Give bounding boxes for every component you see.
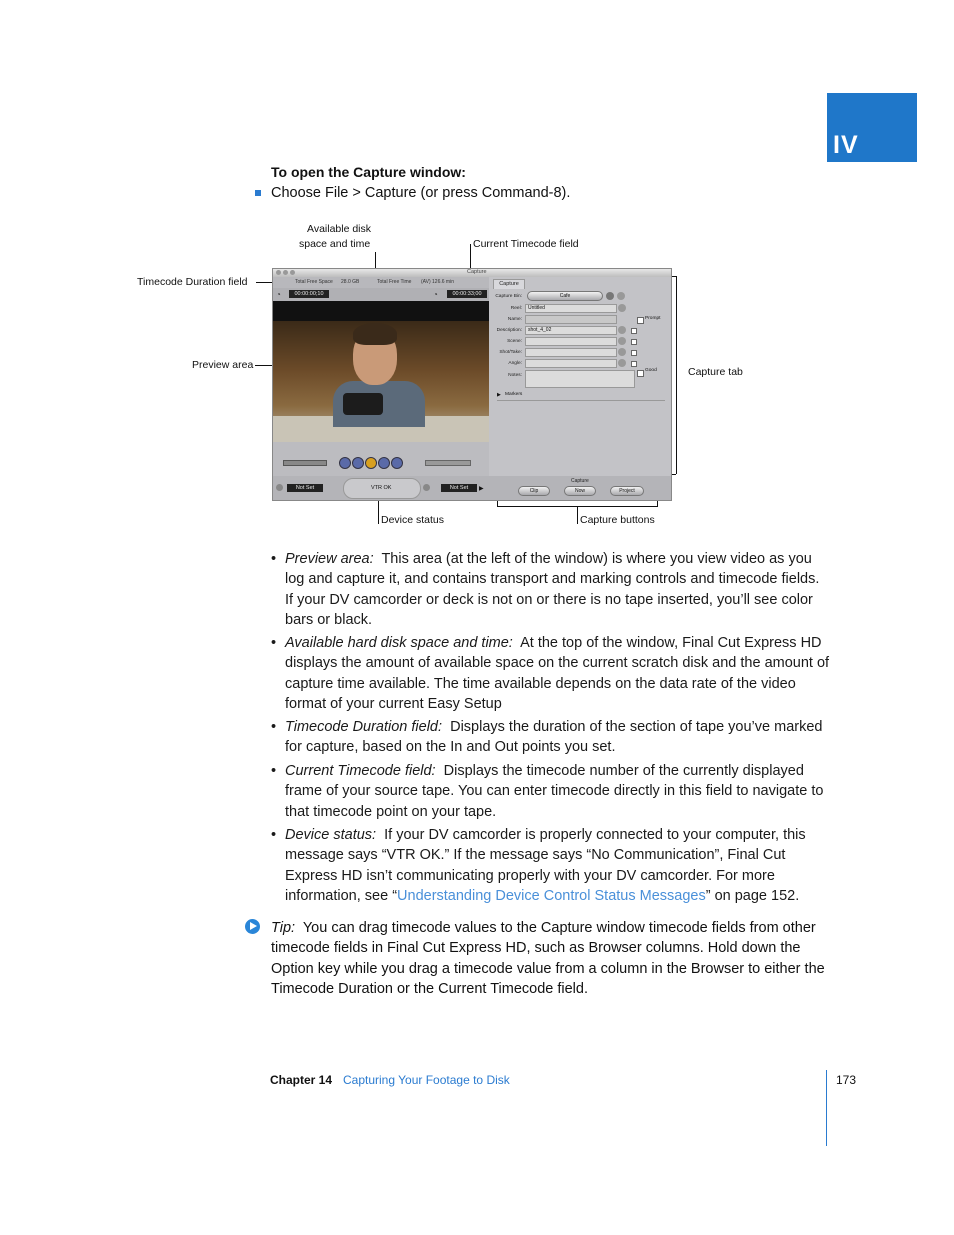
bullet-text: At the top of the window, Final Cut Express HD displays the amount of available space on the current scratch disk and the amount of capture time available. The time available depends on the data rate of the video format of your current Easy Setup — [285, 635, 830, 713]
callout-bracket — [676, 276, 677, 474]
description-slate-icon[interactable] — [618, 326, 626, 334]
step-text: Choose File > Capture (or press Command-8). — [271, 185, 571, 201]
bin-up-icon[interactable] — [606, 292, 614, 300]
capture-project-button[interactable]: Project — [610, 486, 644, 496]
window-title: Capture — [467, 269, 487, 275]
callout-current-timecode: Current Timecode field — [473, 238, 579, 250]
step-forward-icon[interactable] — [378, 457, 390, 469]
timecode-row — [273, 288, 489, 301]
footer-chapter-title[interactable]: Capturing Your Footage to Disk — [343, 1073, 510, 1087]
free-time-value: (AV) 126.6 min — [421, 279, 454, 285]
mark-in-icon[interactable] — [276, 484, 283, 491]
bullet-text: This area (at the left of the window) is where you view video as you log and capture it, and contains transport and marking controls and timecode fields. If your DV camcorder or deck is not on or there is no tape inserted, you’ll see color bars or black. — [285, 551, 820, 629]
angle-slate-icon[interactable] — [618, 359, 626, 367]
tip-arrow-icon — [245, 919, 260, 934]
prompt-checkbox[interactable] — [637, 317, 644, 324]
go-to-out-icon[interactable]: ▶ — [479, 486, 484, 492]
part-tab-label: IV — [833, 131, 859, 159]
capture-clip-button[interactable]: Clip — [518, 486, 550, 496]
in-point-field[interactable]: Not Set — [287, 484, 323, 492]
shot-take-field[interactable] — [525, 348, 617, 357]
bullet-label: Timecode Duration field: — [285, 719, 443, 735]
tip-label: Tip: — [271, 920, 296, 936]
step-back-icon[interactable] — [352, 457, 364, 469]
free-space-bar — [273, 277, 489, 288]
bullet-label: Current Timecode field: — [285, 763, 436, 779]
callout-line — [255, 365, 272, 366]
device-status-text: VTR OK — [371, 485, 392, 491]
bullet-device-status — [271, 825, 830, 907]
close-icon[interactable] — [276, 270, 281, 275]
jog-slider[interactable] — [425, 460, 471, 466]
good-checkbox[interactable] — [637, 370, 644, 377]
callout-timecode-duration: Timecode Duration field — [137, 276, 248, 288]
rewind-icon[interactable] — [339, 457, 351, 469]
bin-new-icon[interactable] — [617, 292, 625, 300]
callout-bracket-end — [657, 501, 658, 506]
angle-checkbox[interactable] — [631, 361, 637, 367]
bullet-label: Preview area: — [285, 551, 374, 567]
description-checkbox[interactable] — [631, 328, 637, 334]
scene-slate-icon[interactable] — [618, 337, 626, 345]
footer-page-number: 173 — [836, 1073, 857, 1087]
markers-disclosure-icon[interactable]: ▶ — [497, 392, 501, 398]
square-bullet-icon — [255, 190, 261, 196]
markers-label: Markers — [505, 392, 523, 397]
mark-out-icon[interactable] — [423, 484, 430, 491]
device-status-link[interactable]: Understanding Device Control Status Messages — [397, 888, 706, 905]
capture-group-label: Capture — [571, 478, 589, 484]
angle-label: Angle: — [508, 361, 522, 366]
scene-checkbox[interactable] — [631, 339, 637, 345]
scene-field[interactable] — [525, 337, 617, 346]
markers-divider — [497, 400, 665, 401]
callout-preview-area: Preview area — [192, 359, 254, 371]
callout-device-status: Device status — [381, 514, 445, 526]
section-heading: To open the Capture window: — [271, 164, 466, 180]
timecode-duration-field[interactable]: 00:00:00;10 — [289, 290, 329, 298]
zoom-icon[interactable] — [290, 270, 295, 275]
capture-now-button[interactable]: Now — [564, 486, 596, 496]
shot-slate-icon[interactable] — [618, 348, 626, 356]
bullet-text: Displays the duration of the section of tape you’ve marked for capture, based on the In and Out points you set. — [285, 719, 823, 756]
description-label: Description: — [496, 328, 522, 333]
reel-field[interactable]: Untitled — [525, 304, 617, 313]
preview-video-frame — [273, 321, 489, 442]
part-tab — [827, 93, 917, 162]
capture-window — [272, 268, 672, 501]
callout-bracket — [497, 506, 658, 507]
bullet-timecode-duration — [271, 717, 830, 758]
free-space-value: 28.0 GB — [341, 279, 360, 285]
current-timecode-field[interactable]: 00:00:33;00 — [447, 290, 487, 298]
bullet-dot: • — [271, 635, 277, 651]
bullet-current-timecode — [271, 761, 830, 822]
shuttle-slider[interactable] — [283, 460, 327, 466]
capture-bin-button[interactable]: Cafe — [527, 291, 603, 301]
notes-label: Notes: — [508, 373, 522, 378]
duration-icon: ◔ — [276, 290, 281, 299]
callout-available-disk-line1: Available disk — [307, 223, 372, 235]
callout-line — [577, 506, 578, 524]
scene-label: Scene: — [507, 339, 522, 344]
bullet-dot: • — [271, 763, 277, 779]
bullet-available-space — [271, 633, 830, 715]
out-point-field[interactable]: Not Set — [441, 484, 477, 492]
bullet-text-after: ” on page 152. — [705, 888, 800, 905]
bullet-preview-area — [271, 549, 830, 631]
bullet-label: Device status: — [285, 827, 377, 843]
callout-available-disk-line2: space and time — [299, 238, 371, 250]
footer-divider — [826, 1070, 827, 1146]
current-tc-icon: ◔ — [433, 290, 438, 299]
play-icon[interactable] — [365, 457, 377, 469]
angle-field[interactable] — [525, 359, 617, 368]
bottom-controls — [273, 476, 671, 500]
capture-tab-panel — [489, 277, 671, 476]
preview-area — [273, 301, 489, 442]
minimize-icon[interactable] — [283, 270, 288, 275]
video-person-hair — [353, 323, 397, 345]
reel-slate-icon[interactable] — [618, 304, 626, 312]
bullet-text: Displays the timecode number of the currently displayed frame of your source tape. You can enter timecode directly in this field to navigate to that timecode point on your tape. — [285, 763, 824, 820]
tip-paragraph — [271, 918, 831, 1000]
capture-bin-label: Capture Bin: — [495, 294, 522, 299]
notes-field[interactable] — [525, 370, 635, 388]
bullet-dot: • — [271, 551, 277, 567]
good-label: Good — [645, 368, 657, 373]
free-time-label: Total Free Time — [377, 279, 412, 285]
footer-chapter: Chapter 14 — [270, 1073, 333, 1087]
tip-text: You can drag timecode values to the Capture window timecode fields from other timecode fields in Final Cut Express HD, such as Browser columns. Hold down the Option key while you drag a timecode value from a column in the Browser to either the Timecode Duration or the Current Timecode field. — [271, 920, 825, 998]
capture-tab[interactable]: Capture — [493, 279, 525, 289]
prompt-label: Prompt — [645, 316, 661, 321]
name-field[interactable] — [525, 315, 617, 324]
description-field[interactable]: shot_4_02 — [525, 326, 617, 335]
shot-take-label: Shot/Take: — [499, 350, 522, 355]
window-titlebar — [273, 269, 671, 277]
callout-bracket-end — [497, 501, 498, 506]
callout-capture-tab: Capture tab — [688, 366, 743, 378]
bullet-text: If your DV camcorder is properly connected to your computer, this message says “VTR OK.” If the message says “No Communication”, Final Cut Express HD isn’t communicating properly with your DV camcorder. For more information, see “ — [285, 827, 806, 905]
bullet-label: Available hard disk space and time: — [285, 635, 513, 651]
shot-checkbox[interactable] — [631, 350, 637, 356]
bullet-dot: • — [271, 827, 277, 843]
free-space-label: Total Free Space — [295, 279, 333, 285]
reel-label: Reel: — [510, 306, 522, 311]
bullet-dot: • — [271, 719, 277, 735]
transport-controls — [273, 442, 489, 476]
name-label: Name: — [507, 317, 522, 322]
callout-capture-buttons: Capture buttons — [580, 514, 655, 526]
callout-line — [375, 252, 376, 269]
video-camera-object — [343, 393, 383, 415]
fast-forward-icon[interactable] — [391, 457, 403, 469]
